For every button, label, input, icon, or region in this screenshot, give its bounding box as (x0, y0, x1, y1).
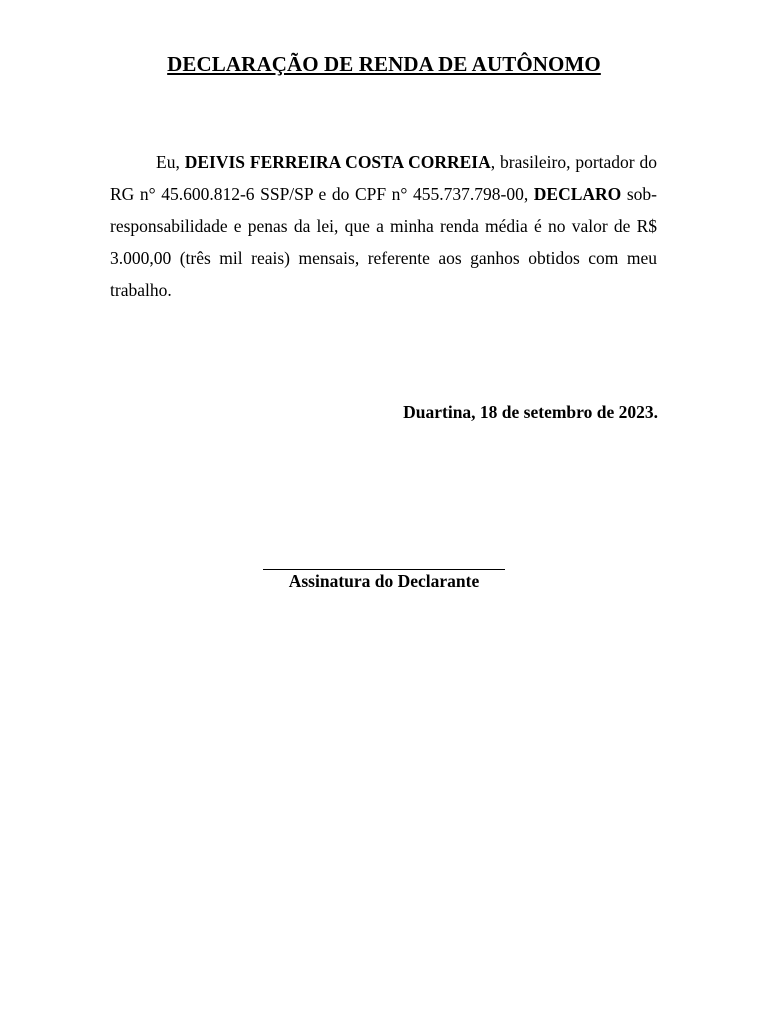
declarant-name: DEIVIS FERREIRA COSTA CORREIA (184, 152, 491, 172)
paragraph-income-statement: sob-responsabilidade e penas da lei, que a minha renda média é no valor de R$ 3.000,00 (três mil reais) mensais, referente aos ganhos obtidos com meu trabalho. (110, 184, 657, 300)
signature-label: Assinatura do Declarante (288, 571, 480, 591)
paragraph-identification: , brasileiro, portador do RG n° 45.600.812-6 SSP/SP e do CPF n° 455.737.798-00, (110, 152, 657, 204)
document-title: DECLARAÇÃO DE RENDA DE AUTÔNOMO (167, 52, 601, 76)
declaration-paragraph (110, 146, 657, 306)
declaro-keyword: DECLARO (533, 184, 622, 204)
paragraph-intro: Eu, (156, 152, 185, 172)
place-and-date: Duartina, 18 de setembro de 2023. (403, 402, 658, 422)
signature-line (263, 569, 505, 570)
